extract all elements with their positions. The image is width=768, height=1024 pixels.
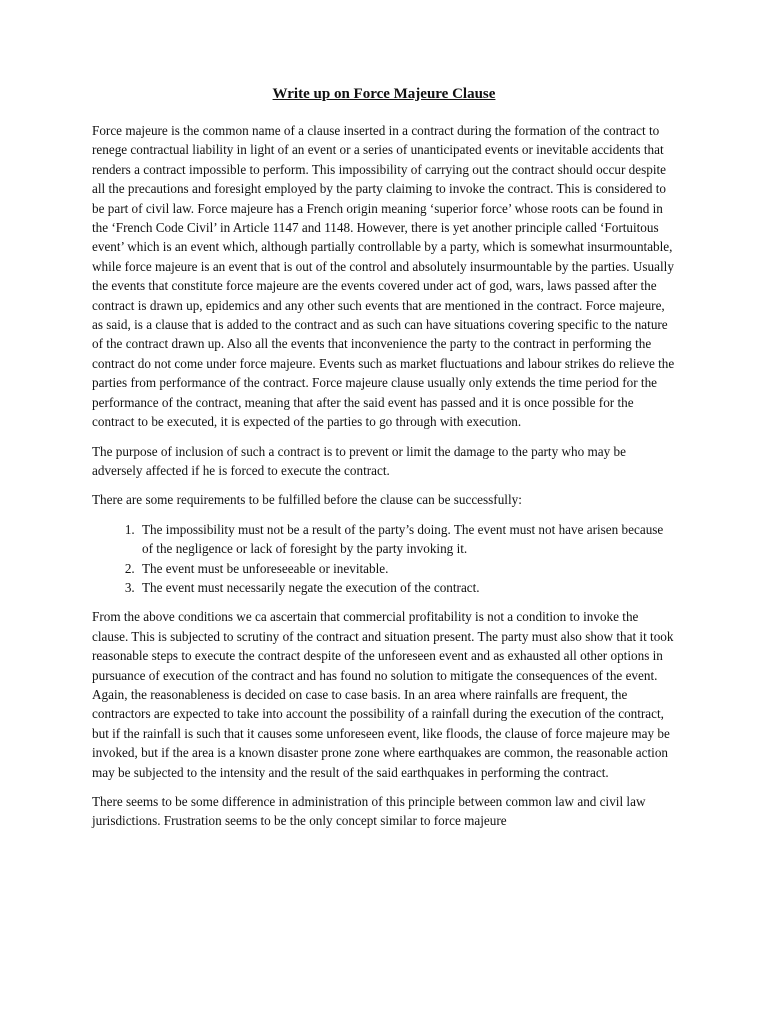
paragraph-conditions: From the above conditions we ca ascertain that commercial profitability is not a condition to invoke the clause. This is subjected to scrutiny of the contract and situation present. The party must also show that it took reasonable steps to execute the contract despite of the unforeseen event and as exhausted all other options in pursuance of execution of the contract and has found no solution to mitigate the consequences of the event. Again, the reasonableness is decided on case to case basis. In an area where rainfalls are frequent, the contractors are expected to take into account the possibility of a rainfall during the execution of the contract, but if the rainfall is such that it causes some unforeseen event, like floods, the clause of force majeure may be invoked, but if the area is a known disaster prone zone where earthquakes are common, the reasonable action may be subjected to the intensity and the result of the said earthquakes in performing the contract. [92, 609, 674, 780]
document-title: Write up on Force Majeure Clause [272, 86, 496, 102]
paragraph-purpose: The purpose of inclusion of such a contract is to prevent or limit the damage to the party who may be adversely affected if he is forced to execute the contract. [92, 443, 626, 478]
list-item: 3. The event must necessarily negate the execution of the contract. [138, 578, 676, 597]
list-item: 1. The impossibility must not be a result of the party’s doing. The event must not have arisen because of the negligence or lack of foresight by the party invoking it. [138, 520, 676, 559]
document-page [92, 84, 676, 841]
list-item: 2. The event must be unforeseeable or inevitable. [138, 559, 676, 578]
paragraph-jurisdictions: There seems to be some difference in administration of this principle between common law and civil law jurisdictions. Frustration seems to be the only concept similar to force majeure [92, 794, 646, 829]
paragraph-intro: Force majeure is the common name of a clause inserted in a contract during the formation of the contract to renege contractual liability in light of an event or a series of unanticipated events or inevitable accidents that renders a contract impossible to perform. This impossibility of carrying out the contract should occur despite all the precautions and foresight employed by the party claiming to invoke the contract. This is considered to be part of civil law. Force majeure has a French origin meaning ‘superior force’ whose roots can be found in the ‘French Code Civil’ in Article 1147 and 1148. However, there is yet another principle called ‘Fortuitous event’ which is an event which, although partially controllable by a party, which is somewhat insurmountable, while force majeure is an event that is out of the control and absolutely insurmountable by the parties. Usually the events that constitute force majeure are the events covered under act of god, wars, laws passed after the contract is drawn up, epidemics and any other such events that are mentioned in the contract. Force majeure, as said, is a clause that is added to the contract and as such can have situations covering specific to the nature of the contract drawn up. Also all the events that inconvenience the party to the contract in performing the contract do not come under force majeure. Events such as market fluctuations and labour strikes do relieve the parties from performance of the contract. Force majeure clause usually only extends the time period for the performance of the contract, meaning that after the said event has passed and it is once possible for the contract to be executed, it is expected of the parties to go through with execution. [92, 123, 675, 430]
requirements-list [92, 520, 676, 598]
paragraph-requirements-intro: There are some requirements to be fulfilled before the clause can be successfully: [92, 492, 522, 508]
